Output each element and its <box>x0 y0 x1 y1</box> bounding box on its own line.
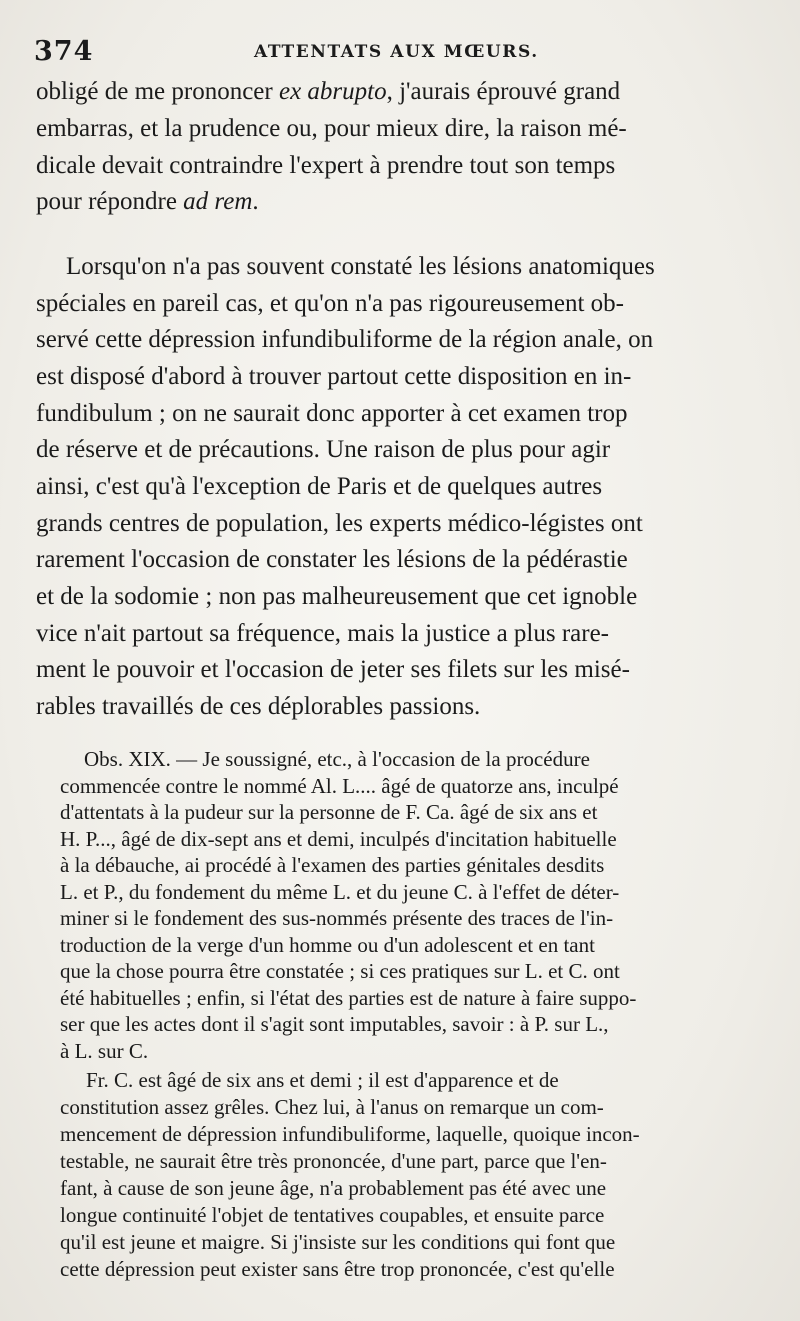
text-line: servé cette dépression infundibuliforme de la région anale, on <box>36 326 654 353</box>
text-line: longue continuité l'objet de tentatives coupables, et ensuite parce <box>60 1203 605 1227</box>
text-line: qu'il est jeune et maigre. Si j'insiste sur les conditions qui font que <box>60 1230 616 1254</box>
text-line: ainsi, c'est qu'à l'exception de Paris et de quelques autres <box>36 473 603 500</box>
text-line: rarement l'occasion de constater les lésions de la pédérastie <box>36 546 628 573</box>
running-title: ATTENTATS AUX MŒURS. <box>254 42 539 62</box>
text-line: été habituelles ; enfin, si l'état des parties est de nature à faire suppo- <box>60 986 637 1010</box>
text-line: dicale devait contraindre l'expert à prendre tout son temps <box>36 152 616 179</box>
text-line: vice n'ait partout sa fréquence, mais la justice a plus rare- <box>36 620 610 647</box>
text-line: commencée contre le nommé Al. L.... âgé de quatorze ans, inculpé <box>60 774 619 798</box>
text-line: rables travaillés de ces déplorables passions. <box>36 693 481 720</box>
text-line: H. P..., âgé de dix-sept ans et demi, inculpés d'incitation habituelle <box>60 827 617 851</box>
text-line: grands centres de population, les experts médico-légistes ont <box>36 510 643 537</box>
text-line: Obs. XIX. — Je soussigné, etc., à l'occasion de la procédure <box>84 747 590 771</box>
text-line: spéciales en pareil cas, et qu'on n'a pas rigoureusement ob- <box>36 290 624 317</box>
text-line: testable, ne saurait être très prononcée, d'une part, parce que l'en- <box>60 1149 607 1173</box>
text-line: embarras, et la prudence ou, pour mieux dire, la raison mé- <box>36 115 627 142</box>
page-header <box>34 36 774 72</box>
text-line: Lorsqu'on n'a pas souvent constaté les lésions anatomiques <box>66 253 655 280</box>
text-line: à L. sur C. <box>60 1039 149 1063</box>
text-line: L. et P., du fondement du même L. et du jeune C. à l'effet de déter- <box>60 880 620 904</box>
text-line: et de la sodomie ; non pas malheureusement que cet ignoble <box>36 583 638 610</box>
text-line: à la débauche, ai procédé à l'examen des parties génitales desdits <box>60 853 605 877</box>
text-line: troduction de la verge d'un homme ou d'un adolescent et en tant <box>60 933 595 957</box>
text-line: miner si le fondement des sus-nommés présente des traces de l'in- <box>60 906 614 930</box>
text-line: ser que les actes dont il s'agit sont imputables, savoir : à P. sur L., <box>60 1012 609 1036</box>
text-line: pour répondre ad rem. <box>36 188 259 215</box>
text-line: ment le pouvoir et l'occasion de jeter ses filets sur les misé- <box>36 656 630 683</box>
page-number: 374 <box>34 36 94 67</box>
text-line: fant, à cause de son jeune âge, n'a probablement pas été avec une <box>60 1176 607 1200</box>
text-line: mencement de dépression infundibuliforme, laquelle, quoique incon- <box>60 1122 640 1146</box>
text-line: Fr. C. est âgé de six ans et demi ; il est d'apparence et de <box>86 1068 559 1092</box>
text-line: que la chose pourra être constatée ; si ces pratiques sur L. et C. ont <box>60 959 620 983</box>
text-line: fundibulum ; on ne saurait donc apporter à cet examen trop <box>36 400 628 427</box>
text-line: cette dépression peut exister sans être trop prononcée, c'est qu'elle <box>60 1257 615 1281</box>
text-line: obligé de me prononcer ex abrupto, j'aurais éprouvé grand <box>36 78 621 105</box>
text-line: constitution assez grêles. Chez lui, à l'anus on remarque un com- <box>60 1095 604 1119</box>
text-line: est disposé d'abord à trouver partout cette disposition en in- <box>36 363 632 390</box>
text-line: d'attentats à la pudeur sur la personne de F. Ca. âgé de six ans et <box>60 800 598 824</box>
text-line: de réserve et de précautions. Une raison de plus pour agir <box>36 436 611 463</box>
